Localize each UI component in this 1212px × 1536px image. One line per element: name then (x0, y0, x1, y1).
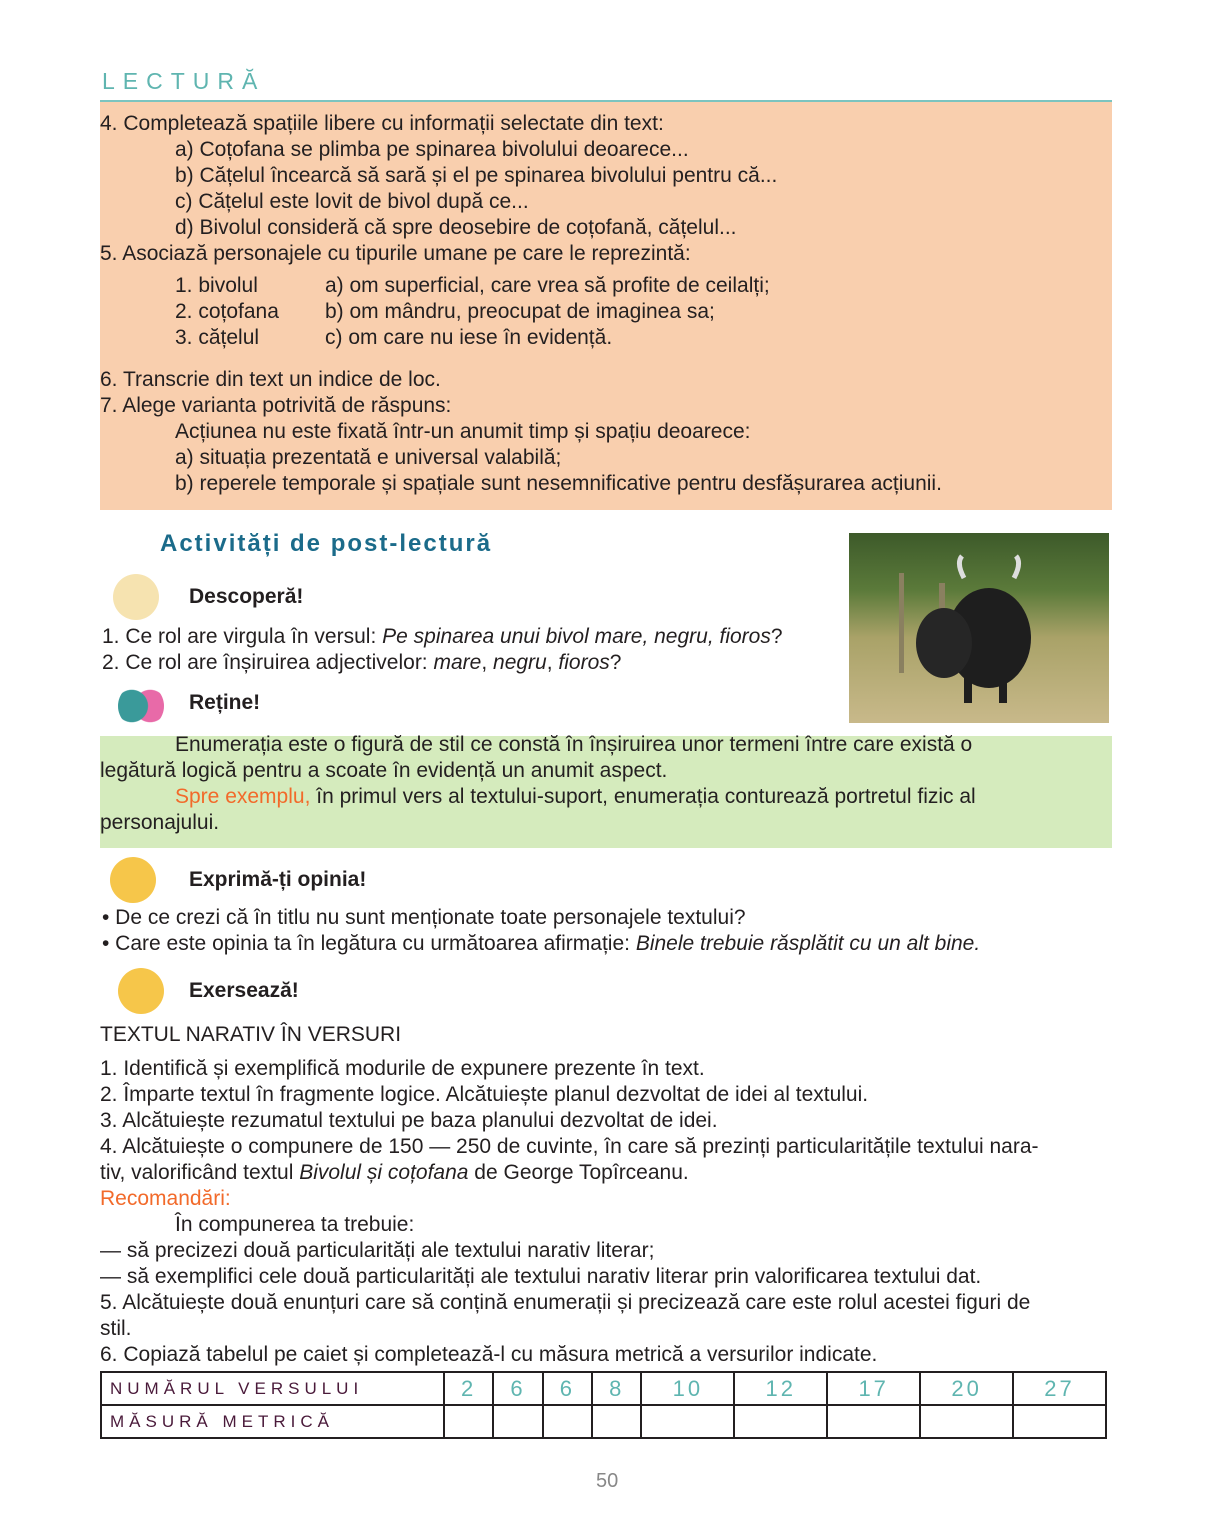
exercise-6: 6. Copiază tabelul pe caiet și completează-l cu măsura metrică a versurilor indicate. (100, 1343, 878, 1366)
remember-text: Enumerația este o figură de stil ce constă în înșiruirea unor termeni între care există o (175, 733, 973, 756)
recommendations-label: Recomandări: (100, 1187, 231, 1210)
empty-cell (920, 1405, 1013, 1438)
discover-heading: Descoperă! (189, 585, 304, 608)
remember-heading: Reține! (189, 691, 261, 714)
thought-bubble-icon (110, 857, 156, 903)
verse-number: 17 (827, 1372, 920, 1405)
verse-number: 8 (592, 1372, 641, 1405)
table-row (101, 1405, 1106, 1438)
recommendation-intro: În compunerea ta trebuie: (175, 1213, 415, 1236)
section-title: LECTURĂ (102, 68, 266, 94)
opinion-heading: Exprimă-ți opinia! (189, 868, 367, 891)
q5-character: 3. cățelul (175, 326, 260, 349)
row-label: NUMĂRUL VERSULUI (101, 1372, 444, 1405)
exercise-4-cont: tiv, valorificând textul Bivolul și coțofana de George Topîrceanu. (100, 1161, 689, 1184)
q4-item: a) Coțofana se plimba pe spinarea bivolului deoarece... (175, 138, 689, 161)
remember-text: personajului. (100, 811, 220, 834)
exercise-2: 2. Împarte textul în fragmente logice. Alcătuiește planul dezvoltat de idei al textului. (100, 1083, 869, 1106)
exercise-heading: Exersează! (189, 979, 299, 1002)
q4-item: d) Bivolul consideră că spre deosebire de coțofană, cățelul... (175, 216, 737, 239)
textbook-page: LECTURĂ 4. Completează spațiile libere cu informații selectate din text: a) Coțofana se plimba pe spinarea bivolului deoarece... b) Cățelul încearcă să sară și el pe spinarea bivolului pentru că... c) Cățelul este lovit de bivol după ce... d) Bivolul consideră că spre deosebire de coțofană, cățelul... 5. Asociază personajele cu tipurile umane pe care le reprezintă: 1. bivolul 2. coțofana 3. cățelul a) om superficial, care vrea să profite de ceilalți; b) om mândru, preocupat de imaginea sa; c) om care nu iese în evidență. 6. Transcrie din text un indice de loc. 7. Alege varianta potrivită de răspuns: Acțiunea nu este fixată într-un anumit timp și spațiu deoarece: a) situația prezentată e universal valabilă; b) reperele temporale și spațiale sunt nesemnificative pentru desfășurarea acțiunii. Activități de post-lectură Descoperă! 1. Ce rol are virgula în versul: Pe spinarea unui bivol mare, negru, fioros? 2. Ce rol are înșiruirea adjectivelor: mare, negru, fioros? Reține! Enumerația este o figură de stil ce constă în înșiruirea unor termeni între care există o legătură logică pentru a scoate în evidență un anumit aspect. Spre exemplu, în primul vers al textului-suport, enumerația conturează portretul fizic al personajului. Exprimă-ți opinia! • De ce crezi că în titlu nu sunt menționate toate personajele textului? • Care este opinia ta în legătura cu următoarea afirmație: Binele trebuie răsplătit cu un alt bine. Exersează! TEXTUL NARATIV ÎN VERSURI 1. Identifică și exemplifică modurile de expunere prezente în text. 2. Împarte textul în fragmente logice. Alcătuiește planul dezvoltat de idei al textului. 3. Alcătuiește rezumatul textului pe baza planului dezvoltat de idei. 4. Alcătuiește o compunere de 150 — 250 de cuvinte, în care să prezinți particularitățile textului nara- tiv, valorificând textul Bivolul și coțofana de George Topîrceanu. Recomandări: În compunerea ta trebuie: — să precizezi două particularități ale textului narativ literar; — să exemplifici cele două particularități ale textului narativ literar prin valorificarea textului dat. 5. Alcătuiește două enunțuri care să conțină enumerații și precizează care este rolul acestei figuri de stil. 6. Copiază tabelul pe caiet și completează-l cu măsura metrică a versurilor indicate. NUMĂRUL VERSULUI 2 6 6 8 10 12 17 20 27 MĂSURĂ METRICĂ 50 (0, 0, 1212, 1536)
page-number: 50 (596, 1470, 619, 1492)
example-label: Spre exemplu, (175, 785, 311, 808)
q5-type: a) om superficial, care vrea să profite de ceilalți; (325, 274, 770, 297)
verse-number: 6 (543, 1372, 592, 1405)
verse-number: 27 (1013, 1372, 1106, 1405)
recommendation: — să precizezi două particularități ale textului narativ literar; (100, 1239, 655, 1262)
question-6: 6. Transcrie din text un indice de loc. (100, 368, 441, 391)
q4-item: b) Cățelul încearcă să sară și el pe spinarea bivolului pentru că... (175, 164, 778, 187)
verse-number: 12 (734, 1372, 827, 1405)
row-label: MĂSURĂ METRICĂ (101, 1405, 444, 1438)
remember-text: legătură logică pentru a scoate în evidență un anumit aspect. (100, 759, 668, 782)
verse-number: 20 (920, 1372, 1013, 1405)
empty-cell (827, 1405, 920, 1438)
empty-cell (592, 1405, 641, 1438)
table-row (101, 1372, 1106, 1405)
q7-stem: Acțiunea nu este fixată într-un anumit timp și spațiu deoarece: (175, 420, 751, 443)
q5-character: 2. coțofana (175, 300, 279, 323)
opinion-bullet: • Care este opinia ta în legătura cu următoarea afirmație: Binele trebuie răsplătit cu un alt bine. (102, 932, 981, 955)
exercise-subtitle: TEXTUL NARATIV ÎN VERSURI (100, 1023, 402, 1046)
verse-number: 2 (444, 1372, 493, 1405)
verse-number: 6 (493, 1372, 542, 1405)
opinion-bullet: • De ce crezi că în titlu nu sunt menționate toate personajele textului? (102, 906, 746, 929)
q7-item: a) situația prezentată e universal valabilă; (175, 446, 562, 469)
exercise-5: 5. Alcătuiește două enunțuri care să conțină enumerații și precizează care este rolul acestei figuri de (100, 1291, 1031, 1314)
empty-cell (444, 1405, 493, 1438)
empty-cell (641, 1405, 734, 1438)
q5-character: 1. bivolul (175, 274, 258, 297)
exercise-1: 1. Identifică și exemplifică modurile de expunere prezente în text. (100, 1057, 705, 1080)
empty-cell (493, 1405, 542, 1438)
empty-cell (543, 1405, 592, 1438)
recommendation: — să exemplifici cele două particularități ale textului narativ literar prin valorificarea textului dat. (100, 1265, 982, 1288)
owls-icon (118, 683, 164, 729)
post-reading-title: Activități de post-lectură (160, 530, 493, 557)
q7-item: b) reperele temporale și spațiale sunt nesemnificative pentru desfășurarea acțiunii. (175, 472, 942, 495)
exercise-3: 3. Alcătuiește rezumatul textului pe baza planului dezvoltat de idei. (100, 1109, 718, 1132)
clipboard-icon (118, 968, 164, 1014)
verse-number: 10 (641, 1372, 734, 1405)
question-7: 7. Alege varianta potrivită de răspuns: (100, 394, 452, 417)
exercise-5-cont: stil. (100, 1317, 132, 1340)
question-5: 5. Asociază personajele cu tipurile umane pe care le reprezintă: (100, 242, 691, 265)
exercise-4: 4. Alcătuiește o compunere de 150 — 250 de cuvinte, în care să prezinți particularitățile textului nara- (100, 1135, 1039, 1158)
magnifier-book-icon (113, 574, 159, 620)
q5-type: c) om care nu iese în evidență. (325, 326, 613, 349)
empty-cell (1013, 1405, 1106, 1438)
metric-table (100, 1371, 1107, 1439)
q5-type: b) om mândru, preocupat de imaginea sa; (325, 300, 715, 323)
q4-item: c) Cățelul este lovit de bivol după ce... (175, 190, 529, 213)
discover-q1: 1. Ce rol are virgula în versul: Pe spinarea unui bivol mare, negru, fioros? (102, 625, 783, 648)
buffalo-photo (849, 533, 1109, 723)
question-4: 4. Completează spațiile libere cu informații selectate din text: (100, 112, 664, 135)
empty-cell (734, 1405, 827, 1438)
discover-q2: 2. Ce rol are înșiruirea adjectivelor: mare, negru, fioros? (102, 651, 622, 674)
